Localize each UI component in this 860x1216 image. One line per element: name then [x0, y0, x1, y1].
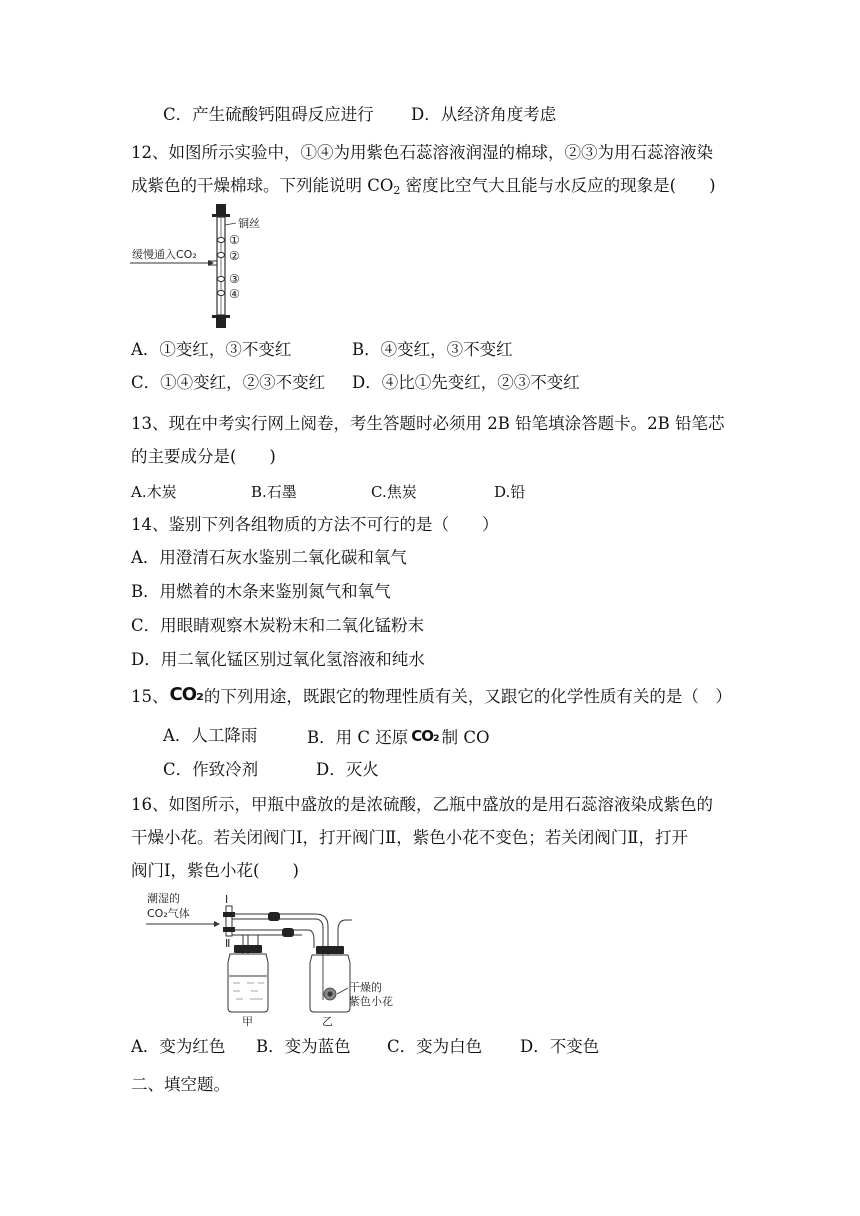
- q15-option-a: A．人工降雨: [163, 726, 258, 745]
- q14-option-b: B．用燃着的木条来鉴别氮气和氧气: [131, 582, 391, 601]
- q16-gas-label-2: CO₂气体: [147, 907, 190, 920]
- q16-bottle-yi-label: 乙: [322, 1015, 333, 1028]
- q13-option-a: A.木炭: [131, 483, 177, 501]
- q16-valve-2-label: Ⅱ: [225, 937, 231, 950]
- q12-option-d: D．④比①先变红，②③不变红: [352, 373, 580, 392]
- q16-stem-line2: 干燥小花。若关闭阀门Ⅰ，打开阀门Ⅱ，紫色小花不变色；若关闭阀门Ⅱ，打开: [131, 828, 688, 847]
- q16-option-c: C．变为白色: [387, 1037, 483, 1056]
- q11-option-c: C．产生硫酸钙阻碍反应进行: [163, 105, 374, 124]
- q16-option-d: D．不变色: [520, 1037, 600, 1056]
- q16-bottle-jia-label: 甲: [242, 1015, 253, 1028]
- flower-icon: [324, 988, 336, 1000]
- q12-stem-line1: 12、如图所示实验中，①④为用紫色石蕊溶液润湿的棉球，②③为用石蕊溶液染: [131, 143, 713, 162]
- q12-marker-2: ②: [229, 249, 240, 263]
- q16-gas-label-1: 潮湿的: [147, 892, 180, 905]
- q13-stem-line2: 的主要成分是( ): [131, 447, 276, 466]
- q15-option-b: B．用 C 还原 CO₂ 制 CO: [307, 727, 490, 747]
- q16-option-b: B．变为蓝色: [256, 1037, 351, 1056]
- q12-marker-4: ④: [229, 287, 240, 301]
- q13-stem-line1: 13、现在中考实行网上阅卷，考生答题时必须用 2B 铅笔填涂答题卡。2B 铅笔芯: [131, 414, 725, 433]
- q15-option-d: D．灭火: [316, 760, 379, 779]
- q12-option-a: A．①变红，③不变红: [131, 340, 292, 359]
- co2-formula-image: CO₂: [411, 727, 439, 745]
- q13-option-d: D.铅: [494, 483, 526, 501]
- q14-option-c: C．用眼睛观察木炭粉末和二氧化锰粉末: [131, 616, 425, 635]
- q12-marker-3: ③: [229, 272, 240, 286]
- co2-formula-image: CO₂: [169, 684, 203, 705]
- q12-wire-label: 铜丝: [238, 217, 260, 230]
- q13-option-c: C.焦炭: [371, 483, 417, 501]
- q16-flower-label-1: 干燥的: [349, 981, 382, 994]
- q14-option-a: A．用澄清石灰水鉴别二氧化碳和氧气: [131, 548, 407, 567]
- q14-option-d: D．用二氧化锰区别过氧化氢溶液和纯水: [131, 650, 425, 669]
- q16-flower-label-2: 紫色小花: [349, 995, 393, 1008]
- q12-option-c: C．①④变红，②③不变红: [131, 373, 326, 392]
- q13-option-b: B.石墨: [251, 483, 297, 501]
- q12-stem-line2: 成紫色的干燥棉球。下列能说明 $CO_2$ 密度比空气大且能与水反应的现象是( ): [131, 176, 716, 197]
- q11-option-d: D．从经济角度考虑: [411, 105, 557, 124]
- q12-option-b: B．④变红，③不变红: [352, 340, 513, 359]
- q16-option-a: A．变为红色: [131, 1037, 226, 1056]
- q12-inlet-label: 缓慢通入CO₂: [132, 248, 197, 261]
- q16-stem-line3: 阀门Ⅰ，紫色小花( ): [131, 861, 299, 880]
- q16-apparatus-figure: [130, 890, 420, 1030]
- q12-apparatus-figure: [128, 203, 278, 329]
- q16-valve-1-label: Ⅰ: [225, 893, 229, 906]
- section-heading-fill-in: 二、填空题。: [131, 1075, 230, 1094]
- q14-stem: 14、鉴别下列各组物质的方法不可行的是（ ）: [131, 515, 499, 534]
- q15-stem: 15、CO₂的下列用途，既跟它的物理性质有关，又跟它的化学性质有关的是（ ）: [131, 684, 732, 706]
- q15-option-c: C．作致冷剂: [163, 760, 259, 779]
- q16-stem-line1: 16、如图所示，甲瓶中盛放的是浓硫酸，乙瓶中盛放的是用石蕊溶液染成紫色的: [131, 795, 713, 814]
- q12-marker-1: ①: [229, 233, 240, 247]
